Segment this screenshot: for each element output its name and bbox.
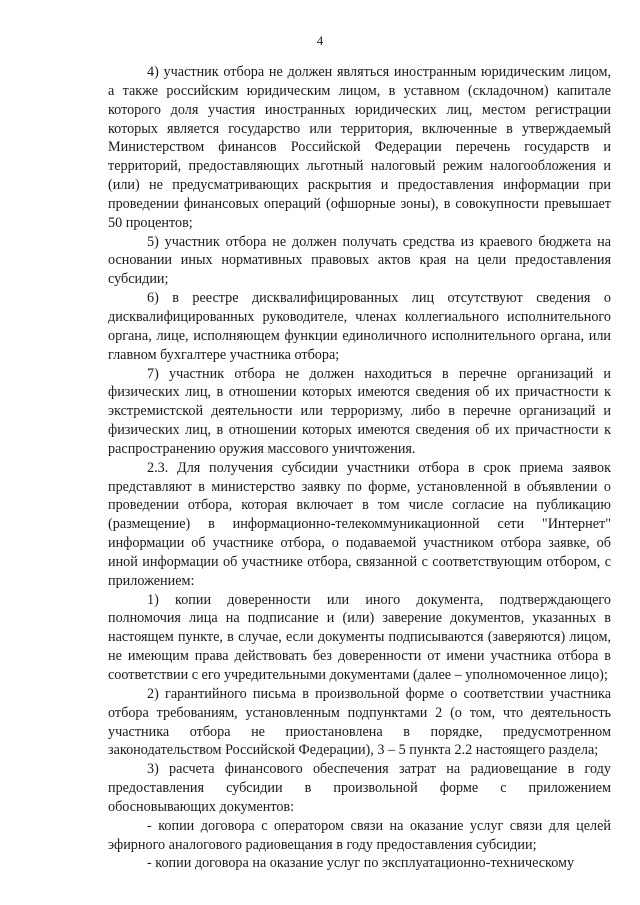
- paragraph-item-4: 4) участник отбора не должен являться иностранным юридическим лицом, а также российским юридическим лицом, в уставном (складочном) капитале которого доля участия иностранных юридических лиц, местом регистрации которых является государство или территория, включенные в утверждаемый Министерством финансов Российской Федерации перечень государств и территорий, предоставляющих льготный налоговый режим налогообложения и (или) не предусматривающих раскрытия и предоставления информации при проведении финансовых операций (офшорные зоны), в совокупности превышает 50 процентов;: [108, 64, 611, 231]
- paragraph-item-5: 5) участник отбора не должен получать средства из краевого бюджета на основании иных нормативных правовых актов края на цели предоставления субсидии;: [108, 233, 611, 288]
- paragraph-dash-operator-contract: - копии договора с оператором связи на оказание услуг связи для целей эфирного аналогового радиовещания в году предоставления субсидии;: [108, 817, 611, 853]
- paragraph-item-6: 6) в реестре дисквалифицированных лиц отсутствуют сведения о дисквалифицированных руководителе, членах коллегиального исполнительного органа, лице, исполняющем функции единоличного исполнительного органа, или главном бухгалтере участника отбора;: [108, 290, 611, 363]
- paragraph-section-2-3: 2.3. Для получения субсидии участники отбора в срок приема заявок представляют в министерство заявку по форме, установленной в объявлении о проведении отбора, которая включает в том числе согласие на публикацию (размещение) в информационно-телекоммуникационной сети "Интернет" информации об участнике отбора, о подаваемой участником отбора заявке, об иной информации об участнике отбора, связанной с соответствующим отбором, с приложением:: [108, 459, 611, 589]
- paragraph-item-7: 7) участник отбора не должен находиться в перечне организаций и физических лиц, в отношении которых имеются сведения об их причастности к экстремистской деятельности или терроризму, либо в перечне организаций и физических лиц, в отношении которых имеются сведения об их причастности к распространению оружия массового уничтожения.: [108, 365, 611, 457]
- paragraph-attachment-2: 2) гарантийного письма в произвольной форме о соответствии участника отбора требованиям, установленным подпунктами 2 (о том, что деятельность участника отбора не приостановлена в порядке, предусмотренном законодательством Российской Федерации), 3 – 5 пункта 2.2 настоящего раздела;: [108, 685, 611, 759]
- paragraph-attachment-3: 3) расчета финансового обеспечения затрат на радиовещание в году предоставления субсидии в произвольной форме с приложением обосновывающих документов:: [108, 761, 611, 815]
- paragraph-dash-maintenance-contract: - копии договора на оказание услуг по эксплуатационно-техническому: [147, 855, 575, 872]
- paragraph-attachment-1: 1) копии доверенности или иного документа, подтверждающего полномочия лица на подписание и (или) заверение документов, указанных в настоящем пункте, в случае, если документы подписываются (заверяются) лицом, не имеющим права действовать без доверенности от имени участника отбора в соответствии с его учредительными документами (далее – уполномоченное лицо);: [108, 591, 611, 683]
- page-number: 4: [316, 33, 324, 48]
- document-body: [108, 63, 611, 873]
